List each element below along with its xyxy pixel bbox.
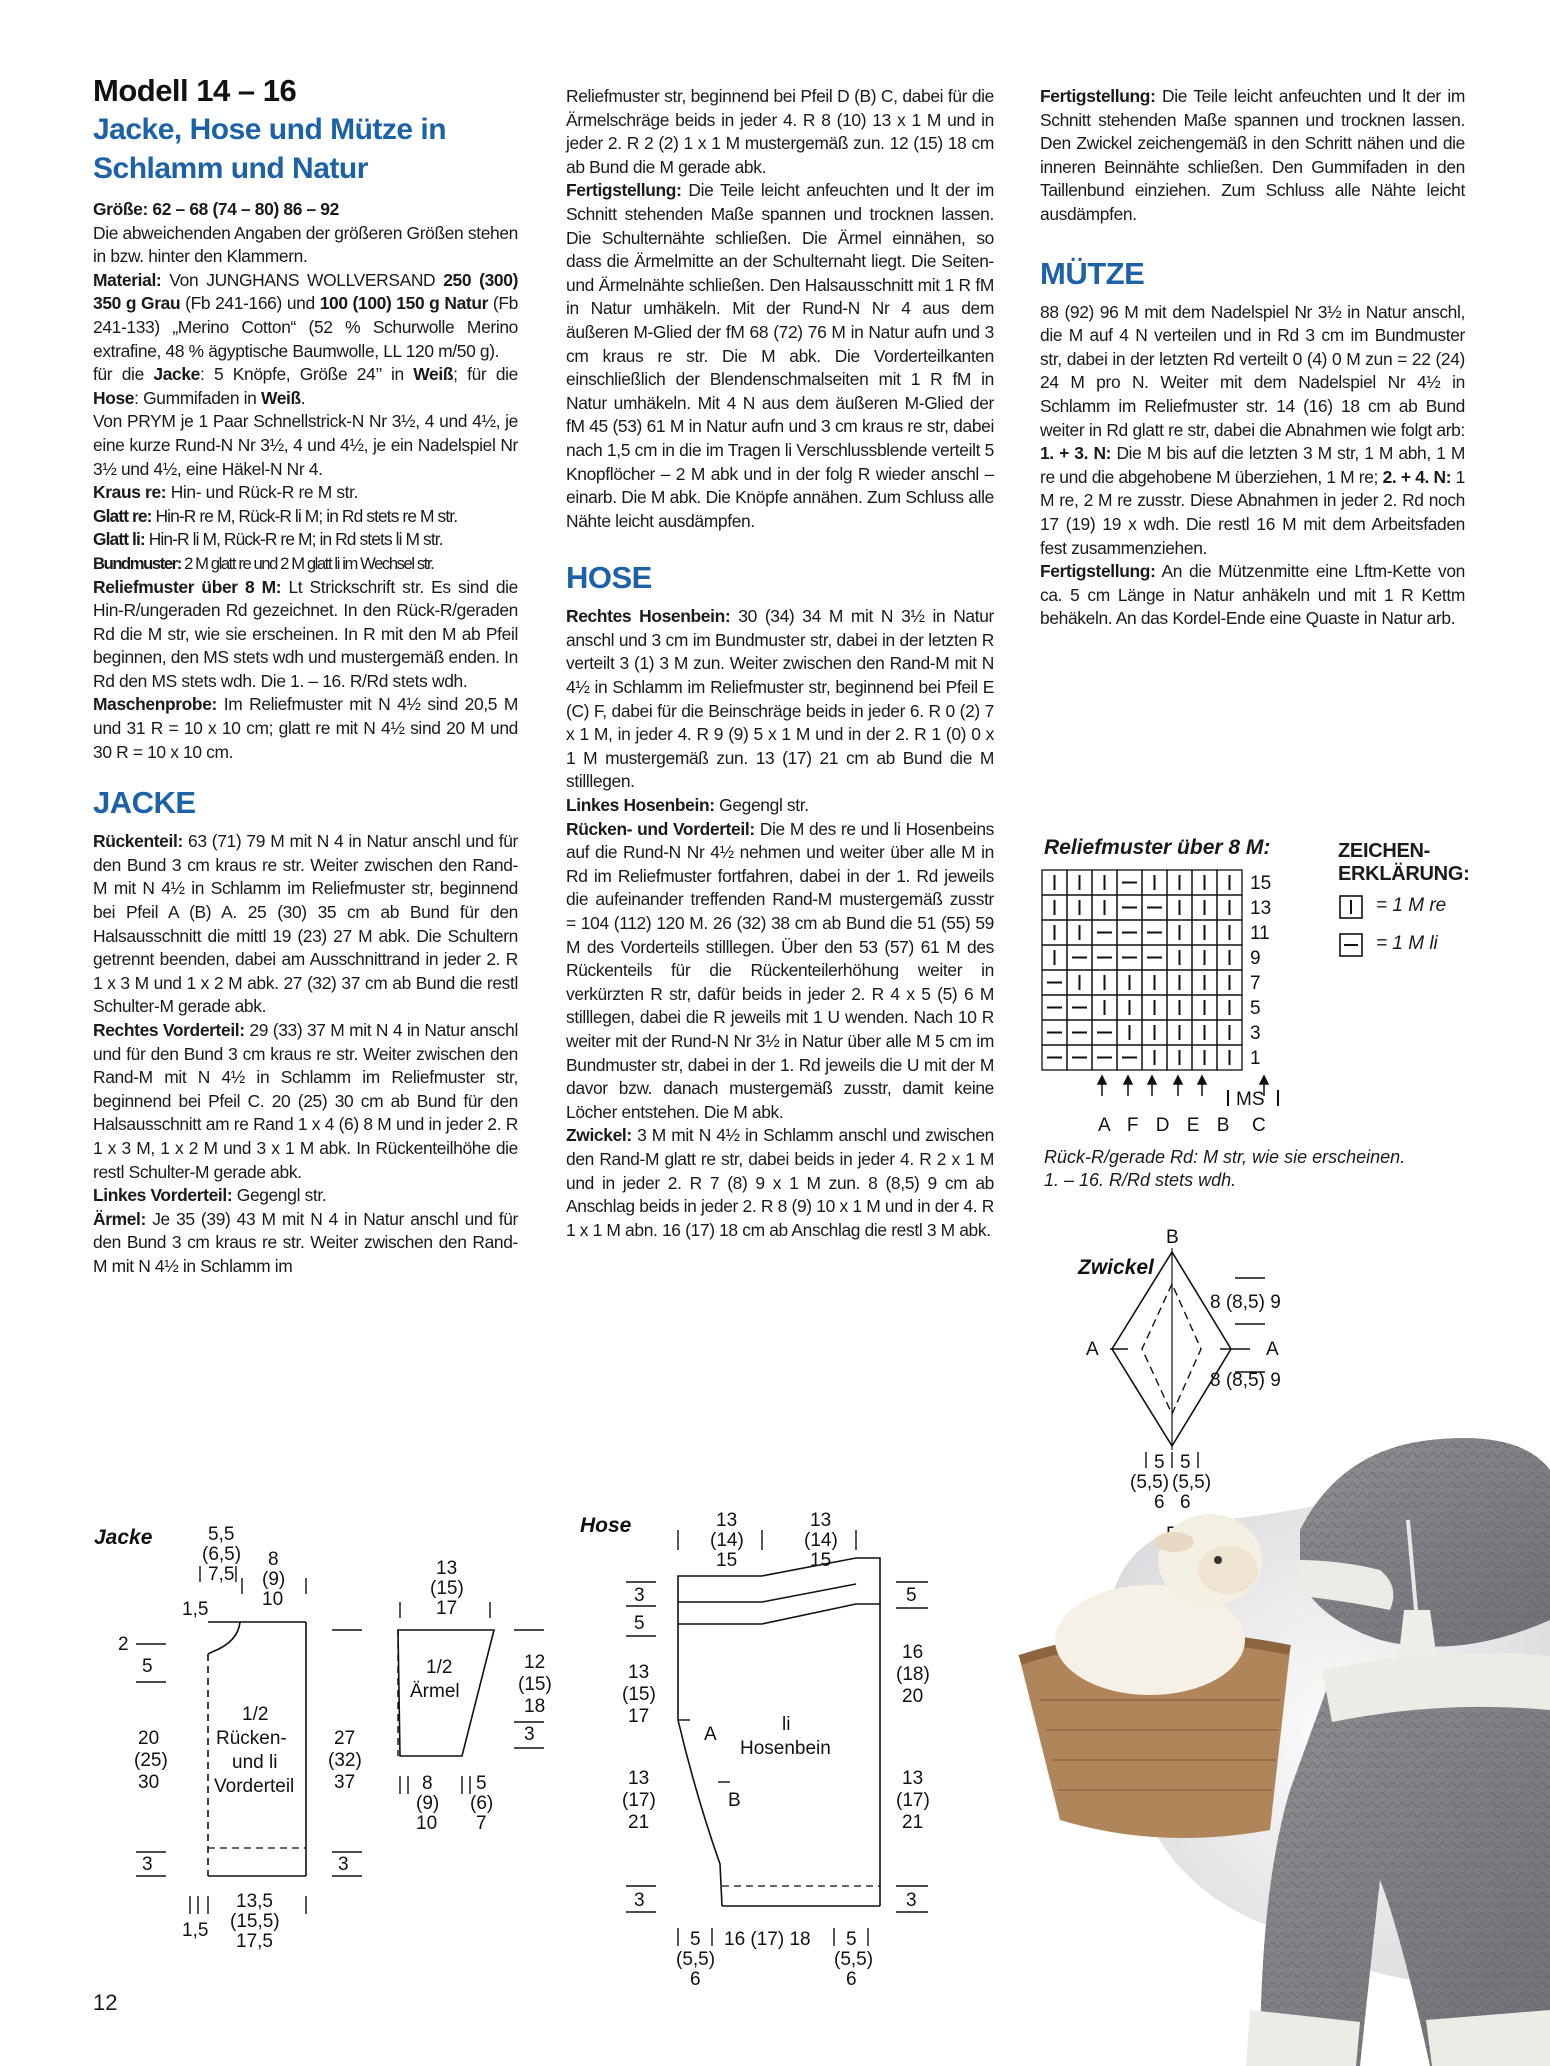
chart-arrow-head [1148,1076,1156,1084]
jacke-aermel-cont: Reliefmuster str, beginnend bei Pfeil D (B) C, dabei für die Ärmelschräge beids in jeder 4. R 8 (10) 13 x 1 M und in jeder 2. R 2 (2) 1 x 1 M mustergemäß zun. 12 (15) 18 cm ab Bund die M gerade abk. [566,86,994,177]
row-number: 9 [1250,948,1261,969]
svg-text:li: li [782,1714,791,1735]
svg-text:21: 21 [628,1812,650,1833]
svg-text:(15,5): (15,5) [230,1911,280,1932]
svg-text:5: 5 [634,1613,645,1634]
glatt-re-line: Glatt re: Hin-R re M, Rück-R li M; in Rd stets re M str. [93,505,458,526]
svg-text:(9): (9) [262,1569,286,1590]
chart-title: Reliefmuster über 8 M: [1044,836,1271,859]
size-note: Die abweichenden Angaben der größeren Größen stehen in bzw. hinter den Klammern. [93,222,518,267]
svg-text:27: 27 [334,1728,356,1749]
jacke-neckline [208,1622,240,1654]
svg-text:3: 3 [634,1585,645,1606]
chart-arrow-head [1198,1076,1206,1084]
svg-text:(5,5): (5,5) [1130,1472,1170,1493]
svg-text:12: 12 [524,1652,546,1673]
chart-arrow-head [1098,1076,1106,1084]
row-number: 13 [1250,898,1272,919]
svg-text:7: 7 [476,1813,487,1834]
svg-text:A: A [704,1724,717,1745]
legend-symbols [1338,894,1368,964]
arrow-letters: A F D E B [1098,1115,1236,1136]
svg-text:(14): (14) [710,1530,744,1551]
svg-text:(18): (18) [896,1664,930,1685]
section-title-muetze: MÜTZE [1040,255,1145,291]
svg-text:20: 20 [138,1728,160,1749]
zwickel-upper-measure: 8 (8,5) 9 [1210,1292,1281,1313]
gauge-paragraph: Maschenprobe: Im Reliefmuster mit N 4½ sind 20,5 M und 31 R = 10 x 10 cm; glatt re mit N 4½ sind 20 M und 30 R = 10 x 10 cm. [93,694,518,762]
svg-text:13: 13 [716,1510,738,1531]
svg-text:B: B [728,1790,741,1811]
hose-linkes-hosenbein: Linkes Hosenbein: Gegengl str. [566,795,809,816]
svg-text:10: 10 [262,1589,284,1610]
svg-text:5: 5 [1180,1452,1191,1473]
jacke-ruecken: Rückenteil: 63 (71) 79 M mit N 4 in Natur anschl und für den Bund 3 cm kraus re str. Weiter zwischen den Rand-M mit N 4½ in Schlamm im Reliefmuster str, beginnend bei Pfeil A (B) A. 25 (30) 35 cm ab Bund für den Halsausschnitt die mittl 19 (23) 27 M abk. Die Schultern getrennt beenden, dabei am Ausschnittrand in jeder 2. R 1 x 3 M und 1 x 2 M abk. 27 (32) 37 cm ab Bund die restl Schulter-M gerade abk. [93,831,518,1017]
kraus-line: Kraus re: Hin- und Rück-R re M str. [93,482,359,503]
svg-text:(5,5): (5,5) [834,1949,874,1970]
hose-diagram-label: Hose [580,1514,632,1537]
page-title: Jacke, Hose und Mütze in Schlamm und Natur [93,113,447,185]
jacke-schematic [90,1518,580,1970]
svg-text:6: 6 [1154,1492,1165,1513]
model-number: Modell 14 – 16 [93,73,297,108]
svg-text:13: 13 [628,1662,650,1683]
svg-text:15: 15 [716,1550,738,1571]
svg-text:Hosenbein: Hosenbein [740,1738,831,1759]
hose-rechtes-hosenbein: Rechtes Hosenbein: 30 (34) 34 M mit N 3½ in Natur anschl und 3 cm im Bundmuster str, dabei in der letzten R verteilt 3 (1) 3 M zun. Weiter zwischen den Rand-M mit N 4½ in Schlamm im Reliefmuster str, beginnend bei Pfeil E (C) F, dabei für die Beinschräge beids in jeder 6. R 0 (2) 7 x 1 M, in jeder 4. R 9 (9) 5 x 1 M und in der 2. R 1 (0) 0 x 1 M mustergemäß zun. 13 (17) 21 cm ab Bund die M stilllegen. [566,606,994,792]
waistband-outline [678,1558,880,1624]
chart-row-labels [1250,873,1271,1069]
svg-text:5,5: 5,5 [208,1524,235,1545]
muetze-fertigstellung: Fertigstellung: An die Mützenmitte eine Lftm-Kette von ca. 5 cm Länge in Natur anhäkeln und mit 1 R Kettm behäkeln. An das Kordel-Ende eine Quaste in Natur arb. [1040,561,1465,629]
svg-text:37: 37 [334,1772,356,1793]
svg-text:13: 13 [902,1768,924,1789]
svg-text:(32): (32) [328,1750,362,1771]
hose-schematic [576,1506,956,1990]
legend-knit-label: = 1 M re [1376,895,1447,916]
row-number: 1 [1250,1048,1261,1069]
svg-text:10: 10 [416,1813,438,1834]
zwickel-lower-measure: 8 (8,5) 9 [1210,1370,1281,1391]
column-right [1040,85,1465,631]
page-number: 12 [93,1990,118,2015]
zwickel-label: Zwickel [1078,1256,1154,1279]
svg-text:17,5: 17,5 [236,1931,273,1952]
svg-text:15: 15 [810,1550,832,1571]
svg-text:5: 5 [690,1929,701,1950]
svg-text:13: 13 [628,1768,650,1789]
svg-text:7,5: 7,5 [208,1564,235,1585]
svg-text:(5,5): (5,5) [1172,1472,1212,1493]
bundmuster-line: Bundmuster: 2 M glatt re und 2 M glatt li im Wechsel str. [93,553,434,573]
chart-arrow-head [1174,1076,1182,1084]
svg-text:(6,5): (6,5) [202,1544,242,1565]
row-number: 7 [1250,973,1261,994]
svg-text:Rücken-: Rücken- [216,1728,287,1749]
svg-text:30: 30 [138,1772,160,1793]
svg-text:5: 5 [906,1585,917,1606]
row-number: 11 [1250,923,1270,944]
svg-text:13: 13 [810,1510,832,1531]
svg-text:5: 5 [142,1656,153,1677]
svg-text:(6): (6) [470,1793,494,1814]
svg-text:13: 13 [436,1558,458,1579]
hose-fertigstellung: Fertigstellung: Die Teile leicht anfeuchten und lt der im Schnitt stehenden Maße spannen und trocknen lassen. Den Zwickel zeichengemäß in den Schritt nähen und die inneren Beinnähte schließen. Den Gummifaden in den Taillenbund einziehen. Zum Schluss alle Nähte leicht ausdämpfen. [1040,86,1465,224]
svg-text:5: 5 [1154,1452,1165,1473]
section-title-jacke: JACKE [93,785,196,821]
jacke-rechtes-vorderteil: Rechtes Vorderteil: 29 (33) 37 M mit N 4 in Natur anschl und für den Bund 3 cm kraus re str. Weiter zwischen den Rand-M mit N 4½ in Schlamm im Reliefmuster str, beginnend bei Pfeil C. 20 (25) 30 cm ab Bund für den Halsausschnitt am re Rand 1 x 4 (6) 8 M und in jeder 2. R 1 x 3 M, 1 x 2 M und 3 x 1 M abk. In Rückenteilhöhe die restl Schulter-M gerade abk. [93,1020,518,1182]
column-left [93,72,518,1279]
svg-text:6: 6 [690,1969,701,1990]
row-number: 3 [1250,1023,1261,1044]
svg-text:6: 6 [1180,1492,1191,1513]
svg-text:16 (17) 18: 16 (17) 18 [724,1929,811,1950]
jacke-aermel: Ärmel: Je 35 (39) 43 M mit N 4 in Natur anschl und für den Bund 3 cm kraus re str. Weiter zwischen den Rand-M mit N 4½ in Schlamm im [93,1208,518,1276]
glatt-li-line: Glatt li: Hin-R li M, Rück-R re M; in Rd stets li M str. [93,529,443,550]
svg-text:5: 5 [846,1929,857,1950]
svg-text:(9): (9) [416,1793,440,1814]
svg-text:3: 3 [142,1854,153,1875]
relief-paragraph: Reliefmuster über 8 M: Lt Strickschrift str. Es sind die Hin-R/ungeraden Rd gezeichnet. In den Rück-R/geraden Rd die M str, wie sie erscheinen. In R mit den M ab Pfeil beginnen, den MS stets wdh und mustergemäß enden. In Rd den MS stets wdh. Die 1. – 16. R/Rd stets wdh. [93,576,518,691]
svg-text:(15): (15) [430,1578,464,1599]
svg-text:(15): (15) [518,1674,552,1695]
jacke-fertigstellung: Fertigstellung: Die Teile leicht anfeuchten und lt der im Schnitt stehenden Maße spannen und trocknen lassen. Die Schulternähte schließen. Die Ärmel einnähen, so dass die Ärmelmitte an der Schulternaht liegt. Die Seiten- und Ärmelnähte schließen. Den Halsausschnitt mit 1 R fM in Natur umhäkeln. Mit der Rund-N Nr 4 aus dem äußeren M-Glied der fM 68 (72) 76 M in Natur aufn und 3 cm kraus re str. Die M abk. Die Vorderteilkanten einschließlich der Blendenschmalseiten mit 1 R fM in Natur umhäkeln. Mit 4 N aus dem äußeren M-Glied der fM 45 (53) 61 M in Natur aufn und 3 cm kraus re str, dabei nach 1,5 cm in die im Tragen li Verschlussblende verteilt 5 Knopflöcher – 2 M abk und in der folg R wieder anschl – einarb. Die M abk. Die Knöpfe annähen. Zum Schluss alle Nähte leicht ausdämpfen. [566,180,994,531]
zwickel-top-b: B [1166,1227,1179,1248]
accessories-paragraph: für die Jacke: 5 Knöpfe, Größe 24’’ in Weiß; für die Hose: Gummifaden in Weiß. [93,364,518,408]
section-title-hose: HOSE [566,560,652,596]
muetze-paragraph: 88 (92) 96 M mit dem Nadelspiel Nr 3½ in Natur anschl, die M auf 4 N verteilen und in Rd 3 cm im Bundmuster str, dabei in der letzten Rd verteilt 0 (4) 0 M zun = 22 (24) 24 M pro N. Weiter mit dem Nadelspiel Nr 4½ in Schlamm im Reliefmuster str. 14 (16) 18 cm ab Bund weiter in Rd glatt re str, dabei die Abnahmen wie folgt arb: 1. + 3. N: Die M bis auf die letzten 3 M str, 1 M abh, 1 M re und die abgehobene M überziehen, 1 M re; 2. + 4. N: 1 M re, 2 M re zusstr. Diese Abnahmen in jeder 2. Rd noch 17 (19) 19 x wdh. Die restl 16 M mit dem Arbeitsfaden fest zusammenziehen. [1040,301,1465,558]
svg-text:(25): (25) [134,1750,168,1771]
svg-text:13,5: 13,5 [236,1891,273,1912]
svg-text:16: 16 [902,1642,924,1663]
svg-text:1/2: 1/2 [426,1657,453,1678]
hose-ruecken-vorderteil: Rücken- und Vorderteil: Die M des re und li Hosenbeins auf die Rund-N Nr 4½ nehmen und weiter über alle M in Rd im Reliefmuster fortfahren, dabei in der 1. Rd jeweils die aufeinander treffenden Rand-M mustergemäß zusstr = 104 (112) 120 M. 26 (32) 38 cm ab Bund die 51 (55) 59 M des Vorderteils stilllegen. Über den 53 (57) 61 M des Rückenteils für die Rückenteilerhöhung weiter in verkürzten R str, dafür beids in jeder 2. R 4 x 5 (5) 6 M stilllegen, dabei die R jeweils mit 1 U wenden. Nach 10 R weiter mit der Rund-N Nr 3½ in Natur über alle M 5 cm im Bundmuster str, dabei in der 1. Rd jeweils die U mit der M davor bzw. danach mustergemäß zusstr, damit keine Löcher entstehen. Die M abk. [566,818,994,1122]
chart-arrow-head [1124,1076,1132,1084]
svg-text:1,5: 1,5 [182,1920,209,1941]
svg-text:und li: und li [232,1752,278,1773]
svg-text:Ärmel: Ärmel [410,1681,460,1702]
zwickel-left-a: A [1086,1339,1099,1360]
svg-text:(5,5): (5,5) [676,1949,716,1970]
legend-purl-label: = 1 M li [1376,933,1438,954]
svg-text:Vorderteil: Vorderteil [214,1776,295,1797]
legend-title: ZEICHEN- ERKLÄRUNG: [1338,840,1470,885]
chart-grid [1042,870,1242,1070]
column-middle [566,85,994,1242]
svg-text:18: 18 [524,1696,546,1717]
svg-text:5: 5 [476,1773,487,1794]
svg-text:17: 17 [628,1706,650,1727]
jacke-diagram-label: Jacke [94,1526,153,1549]
svg-text:1,5: 1,5 [182,1599,209,1620]
chart-arrow-head [1260,1076,1268,1084]
jacke-linkes-vorderteil: Linkes Vorderteil: Gegengl str. [93,1185,327,1206]
svg-text:6: 6 [846,1969,857,1990]
product-photo [960,1410,1550,2066]
needles-paragraph: Von PRYM je 1 Paar Schnellstrick-N Nr 3½, 4 und 4½, je eine kurze Rund-N Nr 3½, 4 und 4½, je ein Nadelspiel Nr 3½ und 4½, eine Häkel-N Nr 4. [93,411,518,479]
svg-text:8: 8 [422,1773,433,1794]
row-number: 5 [1250,998,1261,1019]
svg-text:3: 3 [906,1890,917,1911]
svg-text:3: 3 [634,1890,645,1911]
svg-text:(15): (15) [622,1684,656,1705]
hose-zwickel: Zwickel: 3 M mit N 4½ in Schlamm anschl und zwischen den Rand-M glatt re str, dabei beids in jeder 4. R 2 x 1 M und in jeder 2. R 7 (8) 9 x 1 M zun. 8 (8,5) 9 cm ab Anschlag beids in jeder 2. R 8 (9) 10 x 1 M und in der 4. R 1 x 1 M abn. 16 (17) 18 cm ab Anschlag die restl 3 M abk. [566,1125,994,1240]
svg-text:20: 20 [902,1686,924,1707]
svg-text:1/2: 1/2 [242,1704,269,1725]
svg-text:21: 21 [902,1812,924,1833]
ms-label: MS [1236,1089,1265,1110]
chart-note: Rück-R/gerade Rd: M str, wie sie erscheinen. 1. – 16. R/Rd stets wdh. [1044,1147,1406,1190]
zwickel-right-a: A [1266,1339,1279,1360]
svg-text:(14): (14) [804,1530,838,1551]
svg-text:3: 3 [524,1724,535,1745]
svg-text:17: 17 [436,1598,458,1619]
material-paragraph: Material: Von JUNGHANS WOLLVERSAND 250 (300) 350 g Grau (Fb 241-166) und 100 (100) 150 g Natur (Fb 241-133) „Merino Cotton“ (52 % Schurwolle Merino extrafine, 48 % ägyptische Baumwolle, LL 120 m/50 g). [93,269,519,361]
relief-chart [1040,860,1340,1150]
svg-text:3: 3 [338,1854,349,1875]
row-number: 15 [1250,873,1272,894]
arrow-letter-c: C [1252,1115,1266,1136]
size-line: Größe: 62 – 68 (74 – 80) 86 – 92 [93,199,339,219]
svg-text:2: 2 [118,1634,129,1655]
svg-text:(17): (17) [622,1790,656,1811]
svg-text:(17): (17) [896,1790,930,1811]
svg-text:8: 8 [268,1549,279,1570]
